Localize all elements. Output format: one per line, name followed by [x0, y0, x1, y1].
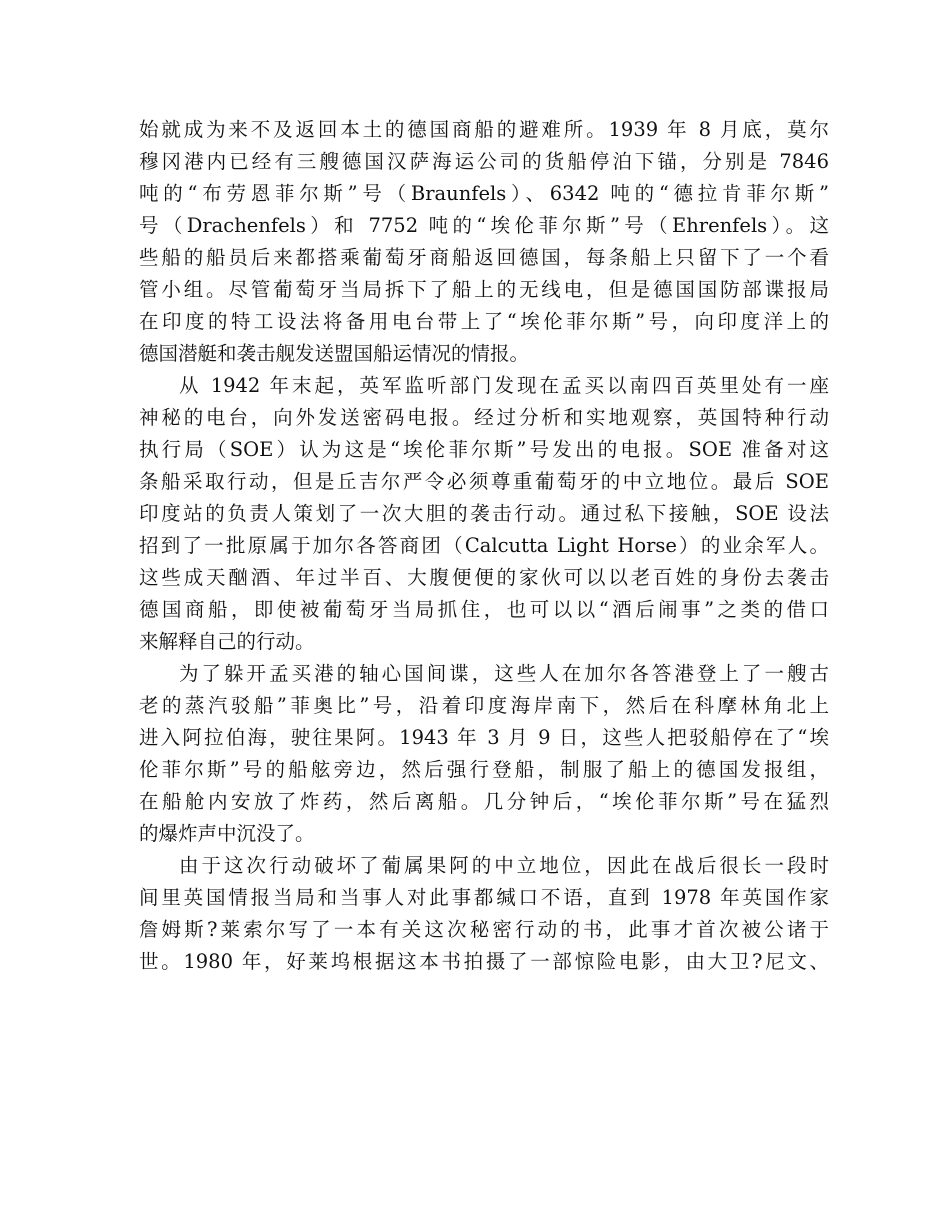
- paragraph-1: [139, 114, 829, 370]
- text-line: 伦菲尔斯”号的船舷旁边，然后强行登船，制服了船上的德国发报组，: [139, 758, 829, 781]
- text-line: 为了躲开孟买港的轴心国间谍，这些人在加尔各答港登上了一艘古: [179, 662, 829, 685]
- text-line: 穆冈港内已经有三艘德国汉萨海运公司的货船停泊下锚，分别是 7846: [139, 150, 829, 173]
- text-line: 由于这次行动破坏了葡属果阿的中立地位，因此在战后很长一段时: [179, 854, 829, 877]
- text-line: 管小组。尽管葡萄牙当局拆下了船上的无线电，但是德国国防部谍报局: [139, 278, 829, 301]
- text-line: 印度站的负责人策划了一次大胆的袭击行动。通过私下接触，SOE 设法: [139, 502, 829, 525]
- text-line: 在印度的特工设法将备用电台带上了“埃伦菲尔斯”号，向印度洋上的: [139, 310, 829, 333]
- text-line: 执行局（SOE）认为这是“埃伦菲尔斯”号发出的电报。SOE 准备对这: [139, 438, 829, 461]
- text-line: 号（Drachenfels）和 7752 吨的“埃伦菲尔斯”号（Ehrenfels）。这: [139, 214, 829, 237]
- text-line: 吨的“布劳恩菲尔斯”号（Braunfels）、6342 吨的“德拉肯菲尔斯”: [139, 182, 829, 205]
- paragraph-4: [139, 850, 829, 978]
- text-line: 老的蒸汽驳船”菲奥比”号，沿着印度海岸南下，然后在科摩林角北上: [139, 694, 829, 717]
- text-line: 从 1942 年末起，英军监听部门发现在孟买以南四百英里处有一座: [179, 374, 829, 397]
- text-line: 世。1980 年，好莱坞根据这本书拍摄了一部惊险电影，由大卫?尼文、: [139, 950, 829, 973]
- text-line: 始就成为来不及返回本土的德国商船的避难所。1939 年 8 月底，莫尔: [139, 118, 829, 141]
- paragraph-3: [139, 658, 829, 850]
- text-line: 条船采取行动，但是丘吉尔严令必须尊重葡萄牙的中立地位。最后 SOE: [139, 470, 829, 493]
- paragraph-2: [139, 370, 829, 658]
- text-line: 德国潜艇和袭击舰发送盟国船运情况的情报。: [139, 342, 530, 365]
- text-line: 在船舱内安放了炸药，然后离船。几分钟后，“埃伦菲尔斯”号在猛烈: [139, 790, 829, 813]
- text-line: 神秘的电台，向外发送密码电报。经过分析和实地观察，英国特种行动: [139, 406, 829, 429]
- text-line: 来解释自己的行动。: [139, 630, 315, 653]
- text-line: 这些成天酗酒、年过半百、大腹便便的家伙可以以老百姓的身份去袭击: [139, 566, 829, 589]
- text-line: 进入阿拉伯海，驶往果阿。1943 年 3 月 9 日，这些人把驳船停在了“埃: [139, 726, 829, 749]
- body-text: [139, 114, 829, 978]
- text-line: 詹姆斯?莱索尔写了一本有关这次秘密行动的书，此事才首次被公诸于: [139, 918, 829, 941]
- text-line: 的爆炸声中沉没了。: [139, 822, 315, 845]
- text-line: 些船的船员后来都搭乘葡萄牙商船返回德国，每条船上只留下了一个看: [139, 246, 829, 269]
- text-line: 间里英国情报当局和当事人对此事都缄口不语，直到 1978 年英国作家: [139, 886, 829, 909]
- text-line: 招到了一批原属于加尔各答商团（Calcutta Light Horse）的业余军人。: [139, 534, 829, 557]
- text-line: 德国商船，即使被葡萄牙当局抓住，也可以以“酒后闹事”之类的借口: [139, 598, 829, 621]
